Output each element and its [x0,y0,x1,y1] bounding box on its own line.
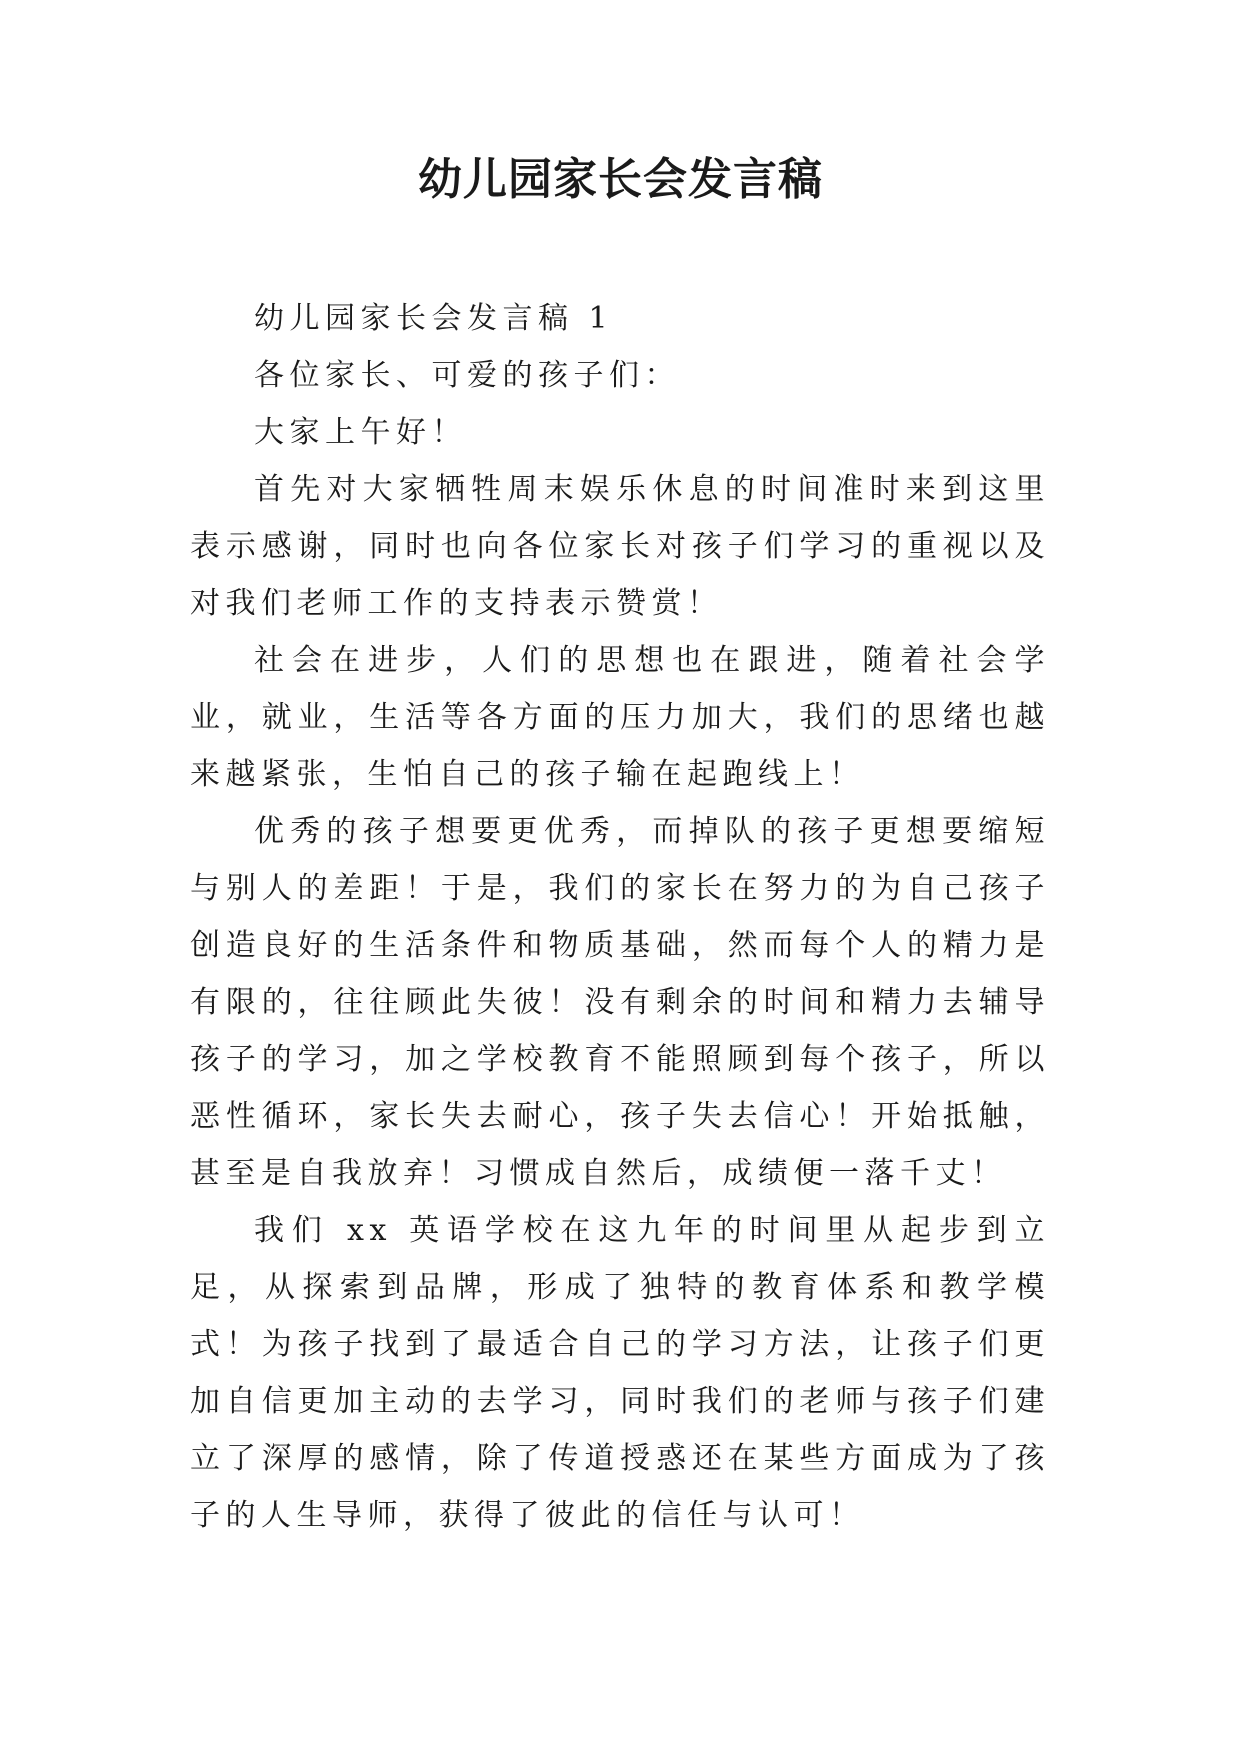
document-title: 幼儿园家长会发言稿 [418,154,823,205]
paragraph-salutation: 各位家长、可爱的孩子们： [254,358,680,393]
paragraph-greeting: 大家上午好！ [254,415,467,450]
paragraph: 首先对大家牺牲周末娱乐休息的时间准时来到这里表示感谢，同时也向各位家长对孩子们学习的重视以及对我们老师工作的支持表示赞赏！ [190,472,1050,621]
paragraph-heading: 幼儿园家长会发言稿 1 [254,301,614,336]
paragraph: 我们 xx 英语学校在这九年的时间里从起步到立足，从探索到品牌，形成了独特的教育体系和教学模式！为孩子找到了最适合自己的学习方法，让孩子们更加自信更加主动的去学习，同时我们的老师与孩子们建立了深厚的感情，除了传道授惑还在某些方面成为了孩子的人生导师，获得了彼此的信任与认可！ [190,1213,1050,1533]
document-body [190,290,1050,1544]
paragraph: 优秀的孩子想要更优秀，而掉队的孩子更想要缩短与别人的差距！于是，我们的家长在努力的为自己孩子创造良好的生活条件和物质基础，然而每个人的精力是有限的，往往顾此失彼！没有剩余的时间和精力去辅导孩子的学习，加之学校教育不能照顾到每个孩子，所以恶性循环，家长失去耐心，孩子失去信心！开始抵触，甚至是自我放弃！习惯成自然后，成绩便一落千丈！ [190,814,1050,1191]
paragraph: 社会在进步，人们的思想也在跟进，随着社会学业，就业，生活等各方面的压力加大，我们的思绪也越来越紧张，生怕自己的孩子输在起跑线上！ [190,643,1050,792]
